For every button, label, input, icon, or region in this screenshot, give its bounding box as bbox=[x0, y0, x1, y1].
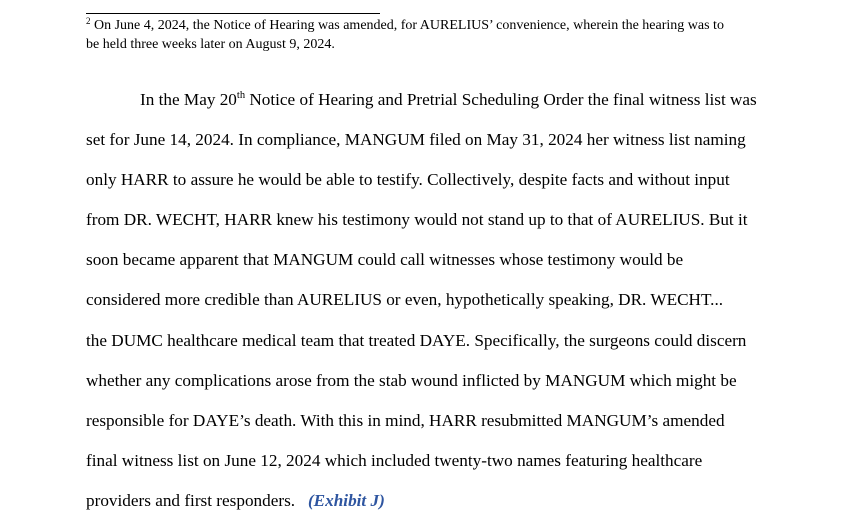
body-paragraph bbox=[86, 80, 786, 521]
exhibit-j-link[interactable]: (Exhibit J) bbox=[307, 490, 385, 510]
paragraph-line-11-text: providers and first responders. bbox=[86, 490, 308, 510]
footnote-line-2: be held three weeks later on August 9, 2024. bbox=[86, 37, 335, 52]
paragraph-line-8: whether any complications arose from the stab wound inflicted by MANGUM which might be bbox=[86, 370, 737, 390]
footnote-line-1: On June 4, 2024, the Notice of Hearing was amended, for AURELIUS’ convenience, wherein the hearing was to bbox=[90, 18, 724, 33]
paragraph-line-4: from DR. WECHT, HARR knew his testimony would not stand up to that of AURELIUS. But it bbox=[86, 210, 748, 230]
paragraph-line-6: considered more credible than AURELIUS or even, hypothetically speaking, DR. WECHT... bbox=[86, 290, 724, 310]
paragraph-line-10: final witness list on June 12, 2024 which included twenty-two names featuring healthcare bbox=[86, 450, 703, 470]
paragraph-line-1-start: In the May 20 bbox=[140, 90, 237, 109]
footnote-marker: 2 bbox=[86, 16, 91, 26]
paragraph-line-11 bbox=[86, 481, 786, 521]
paragraph-line-1 bbox=[86, 80, 786, 120]
paragraph-line-2: set for June 14, 2024. In compliance, MANGUM filed on May 31, 2024 her witness list naming bbox=[86, 130, 746, 150]
paragraph-line-3: only HARR to assure he would be able to testify. Collectively, despite facts and without input bbox=[86, 170, 730, 190]
paragraph-line-5: soon became apparent that MANGUM could call witnesses whose testimony would be bbox=[86, 250, 684, 270]
paragraph-line-7: the DUMC healthcare medical team that treated DAYE. Specifically, the surgeons could discern bbox=[86, 330, 747, 350]
ordinal-suffix: th bbox=[236, 90, 246, 101]
paragraph-line-9: responsible for DAYE’s death. With this in mind, HARR resubmitted MANGUM’s amended bbox=[86, 410, 725, 430]
footnote bbox=[86, 16, 776, 54]
paragraph-line-1-end: Notice of Hearing and Pretrial Scheduling Order the final witness list was bbox=[245, 90, 757, 109]
footnote-separator bbox=[86, 13, 380, 14]
